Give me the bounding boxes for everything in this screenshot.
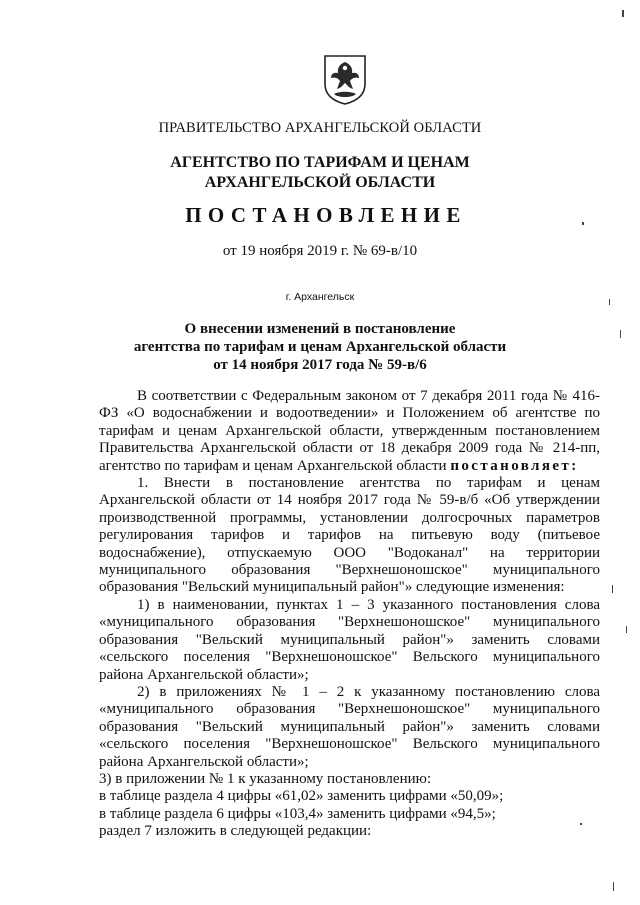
city: г. Архангельск <box>285 291 355 303</box>
scan-mark <box>609 299 610 305</box>
paragraph-subitem-3: 3) в приложении № 1 к указанному постановлению: <box>99 770 431 787</box>
scan-mark <box>613 882 614 891</box>
scan-mark <box>622 10 624 17</box>
paragraph-section-7: раздел 7 изложить в следующей редакции: <box>99 823 372 840</box>
agency-name <box>0 153 640 193</box>
scan-mark <box>582 222 584 225</box>
subject-line1: О внесении изменений в постановление <box>184 321 456 337</box>
subject-line2: агентства по тарифам и ценам Архангельской области <box>133 339 507 355</box>
resolves-word: постановляет: <box>450 457 579 474</box>
government-name: ПРАВИТЕЛЬСТВО АРХАНГЕЛЬСКОЙ ОБЛАСТИ <box>158 120 482 136</box>
scan-mark <box>626 626 627 633</box>
subject-line3: от 14 ноября 2017 года № 59-в/6 <box>213 357 427 373</box>
agency-name-line1: АГЕНТСТВО ПО ТАРИФАМ И ЦЕНАМ <box>170 154 470 171</box>
paragraph-preamble <box>99 388 600 475</box>
paragraph-table-6-change: в таблице раздела 6 цифры «103,4» заменить цифрами «94,5»; <box>99 805 496 822</box>
document-subject <box>0 320 640 374</box>
preamble-text: В соответствии с Федеральным законом от 7 декабря 2011 года № 416-ФЗ «О водоснабжении и водоотведении» и Положением об агентстве по тарифам и ценам Архангельской области, утвержденным постановлением Правительства Архангельской области от 18 декабря 2009 года № 214-пп, агентство по тарифам и ценам Архангельской области <box>99 388 600 474</box>
document-body <box>99 388 600 841</box>
coat-of-arms-icon <box>322 54 368 106</box>
agency-name-line2: АРХАНГЕЛЬСКОЙ ОБЛАСТИ <box>204 174 436 191</box>
date-number: от 19 ноября 2019 г. № 69-в/10 <box>222 243 418 259</box>
document-type: ПОСТАНОВЛЕНИЕ <box>185 203 467 227</box>
scan-mark <box>580 823 582 825</box>
scan-mark <box>612 585 613 593</box>
scan-mark <box>620 330 621 338</box>
paragraph-subitem-1: 1) в наименовании, пунктах 1 – 3 указанного постановления слова «муниципального образования "Верхнешоношское" муниципального образования "Вельский муниципальный район"» заменить словами «сельского поселения "Верхнешоношское" Вельского муниципального района Архангельской области»; <box>99 596 600 683</box>
paragraph-subitem-2: 2) в приложениях № 1 – 2 к указанному постановлению слова «муниципального образования "Верхнешоношское" муниципального образования "Вельский муниципальный район"» заменить словами «сельского поселения "Верхнешоношское" Вельского муниципального района Архангельской области»; <box>99 683 600 770</box>
paragraph-item-1: 1. Внести в постановление агентства по тарифам и ценам Архангельской области от 14 ноября 2017 года № 59-в/б «Об утверждении производственной программы, установлении долгосрочных параметров регулирования тарифов и тарифов на питьевую воду (питьевое водоснабжение), отпускаемую ООО "Водоканал" на территории муниципального образования "Верхнешоношское" муниципального образования "Вельский муниципальный район"» следующие изменения: <box>99 475 600 596</box>
paragraph-table-4-change: в таблице раздела 4 цифры «61,02» заменить цифрами «50,09»; <box>99 788 504 805</box>
